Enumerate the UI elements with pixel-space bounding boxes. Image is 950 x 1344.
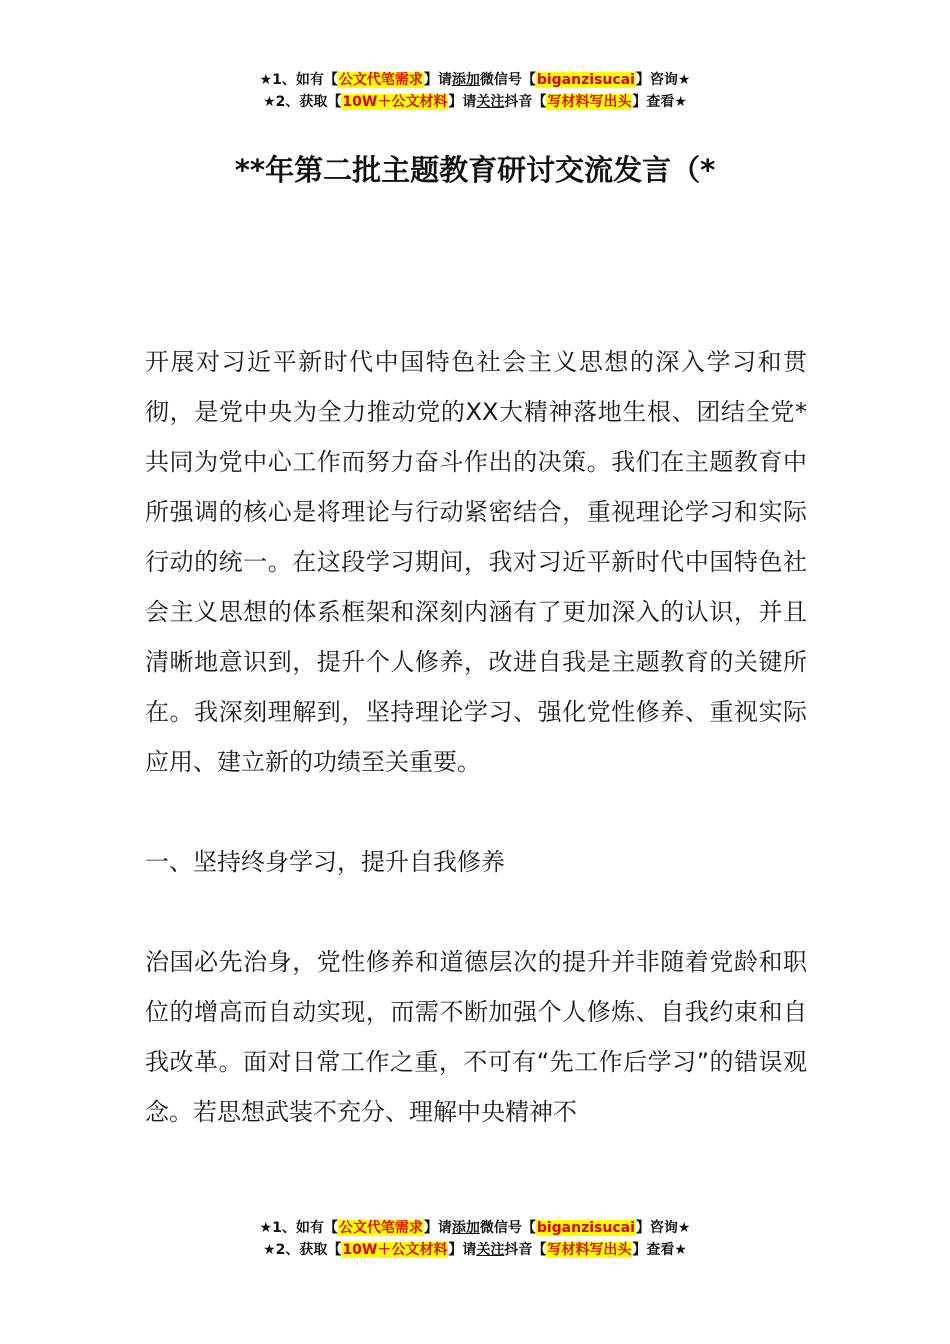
promo-text: ★2、获取【 [263, 1242, 342, 1258]
promo-text: 微信号【 [479, 1220, 536, 1236]
promo-underlined: 添加 [451, 72, 480, 88]
promo-line-1 [0, 1217, 950, 1239]
promo-text: 抖音【 [504, 1242, 547, 1258]
promo-underlined: 添加 [451, 1220, 480, 1236]
promo-text: 】咨询★ [635, 72, 691, 88]
promo-line-2 [0, 1239, 950, 1261]
body-paragraph: 开展对习近平新时代中国特色社会主义思想的深入学习和贯彻，是党中央为全力推动党的XX大精神落地生根、团结全党*共同为党中心工作而努力奋斗作出的决策。我们在主题教育中所强调的核心是将理论与行动紧密结合，重视理论学习和实际行动的统一。在这段学习期间，我对习近平新时代中国特色社会主义思想的体系框架和深刻内涵有了更加深入的认识，并且清晰地意识到，提升个人修养，改进自我是主题教育的关键所在。我深刻理解到，坚持理论学习、强化党性修养、重视实际应用、建立新的功绩至关重要。 [145, 348, 807, 776]
promo-text: ★2、获取【 [263, 94, 342, 110]
promo-text: 】请 [423, 72, 452, 88]
footer-promo-banner [0, 1217, 950, 1261]
promo-highlight: 公文代笔需求 [338, 72, 423, 88]
promo-text: 】查看★ [632, 1242, 687, 1258]
promo-text: 微信号【 [479, 72, 536, 88]
header-promo-banner [0, 69, 950, 113]
document-title: **年第二批主题教育研讨交流发言（* [234, 153, 716, 187]
document-body [145, 337, 807, 1137]
promo-highlight: 10W＋公文材料 [342, 94, 448, 110]
promo-highlight-wechat: biganzisucai [536, 72, 635, 88]
section-heading: 一、坚持终身学习，提升自我修养 [145, 848, 505, 876]
promo-highlight-douyin: 写材料写出头 [547, 94, 632, 110]
promo-text: 】请 [423, 1220, 452, 1236]
promo-text: 】请 [448, 1242, 477, 1258]
promo-highlight-douyin: 写材料写出头 [547, 1242, 632, 1258]
promo-underlined: 关注 [476, 94, 505, 110]
promo-text: 】查看★ [632, 94, 687, 110]
promo-text: ★1、如有【 [259, 72, 338, 88]
promo-text: 抖音【 [504, 94, 547, 110]
promo-line-1 [0, 69, 950, 91]
promo-highlight-wechat: biganzisucai [536, 1220, 635, 1236]
body-paragraph: 治国必先治身，党性修养和道德层次的提升并非随着党龄和职位的增高而自动实现，而需不断加强个人修炼、自我约束和自我改革。面对日常工作之重，不可有“先工作后学习”的错误观念。若思想武装不充分、理解中央精神不 [145, 948, 807, 1126]
promo-underlined: 关注 [476, 1242, 505, 1258]
promo-highlight: 公文代笔需求 [338, 1220, 423, 1236]
promo-line-2 [0, 91, 950, 113]
promo-text: 】咨询★ [635, 1220, 691, 1236]
promo-text: ★1、如有【 [259, 1220, 338, 1236]
promo-highlight: 10W＋公文材料 [342, 1242, 448, 1258]
promo-text: 】请 [448, 94, 477, 110]
